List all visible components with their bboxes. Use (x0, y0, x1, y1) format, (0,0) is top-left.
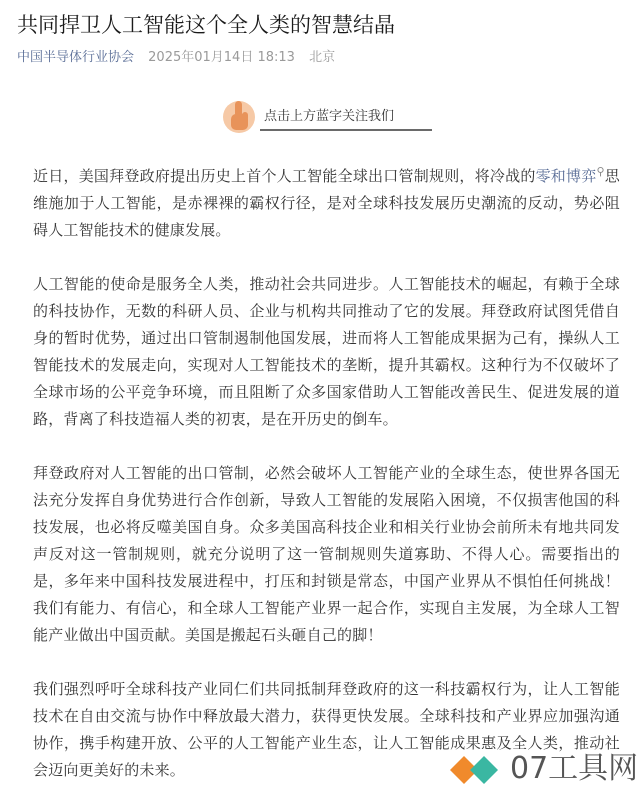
pointing-hand-icon (222, 97, 256, 137)
watermark-text: 07工具网 (510, 751, 639, 786)
paragraph-2: 人工智能的使命是服务全人类，推动社会共同进步。人工智能技术的崛起，有赖于全球的科技协作，无数的科研人员、企业与机构共同推动了它的发展。拜登政府试图凭借自身的暂时优势，通过出口管制遏制他国发展，进而将人工智能成果据为己有，操纵人工智能技术的发展走向，实现对人工智能技术的垄断，提升其霸权。这种行为不仅破坏了全球市场的公平竞争环境，而且阻断了众多国家借助人工智能改善民生、促进发展的道路，背离了科技造福人类的初衷，是在开历史的倒车。 (33, 275, 620, 428)
keyword-search-link[interactable]: 零和博弈 (535, 167, 597, 185)
article-body (33, 158, 620, 801)
diamond-logo-icon (448, 749, 500, 791)
article-title: 共同捍卫人工智能这个全人类的智慧结晶 (17, 13, 395, 37)
publish-date: 2025年01月14日 18:13 (148, 50, 295, 65)
article-meta (17, 49, 345, 67)
follow-tip-text: 点击上方蓝字关注我们 (264, 109, 395, 124)
watermark (448, 745, 638, 795)
paragraph-3: 拜登政府对人工智能的出口管制，必然会破坏人工智能产业的全球生态，使世界各国无法充分发挥自身优势进行合作创新，导致人工智能的发展陷入困境，不仅损害他国的科技发展，也必将反噬美国自身。众多美国高科技企业和相关行业协会前所未有地共同发声反对这一管制规则，就充分说明了这一管制规则失道寡助、不得人心。需要指出的是，多年来中国科技发展进程中，打压和封锁是常态，中国产业界从不惧怕任何挑战！我们有能力、有信心，和全球人工智能产业界一起合作，实现自主发展，为全球人工智能产业做出中国贡献。美国是搬起石头砸自己的脚！ (33, 464, 620, 644)
paragraph-4: 我们强烈呼吁全球科技产业同仁们共同抵制拜登政府的这一科技霸权行为，让人工智能技术在自由交流与协作中释放最大潜力，获得更快发展。全球科技和产业界应加强沟通协作，携手构建开放、公平的人工智能产业生态，让人工智能成果惠及全人类，推动社会迈向更美好的未来。 (33, 680, 620, 779)
account-name-link[interactable]: 中国半导体行业协会 (17, 50, 135, 65)
follow-prompt (220, 97, 430, 141)
search-icon[interactable]: ⚲ (596, 165, 605, 178)
paragraph-1-start: 近日，美国拜登政府提出历史上首个人工智能全球出口管制规则，将冷战的 (33, 167, 536, 185)
paragraph-1-end: 思维施加于人工智能，是赤裸裸的霸权行径，是对全球科技发展历史潮流的反动，势必阻碍人工智能技术的健康发展。 (33, 167, 620, 239)
follow-divider (260, 129, 432, 131)
publish-location: 北京 (309, 50, 336, 65)
paragraph-1 (33, 158, 620, 244)
